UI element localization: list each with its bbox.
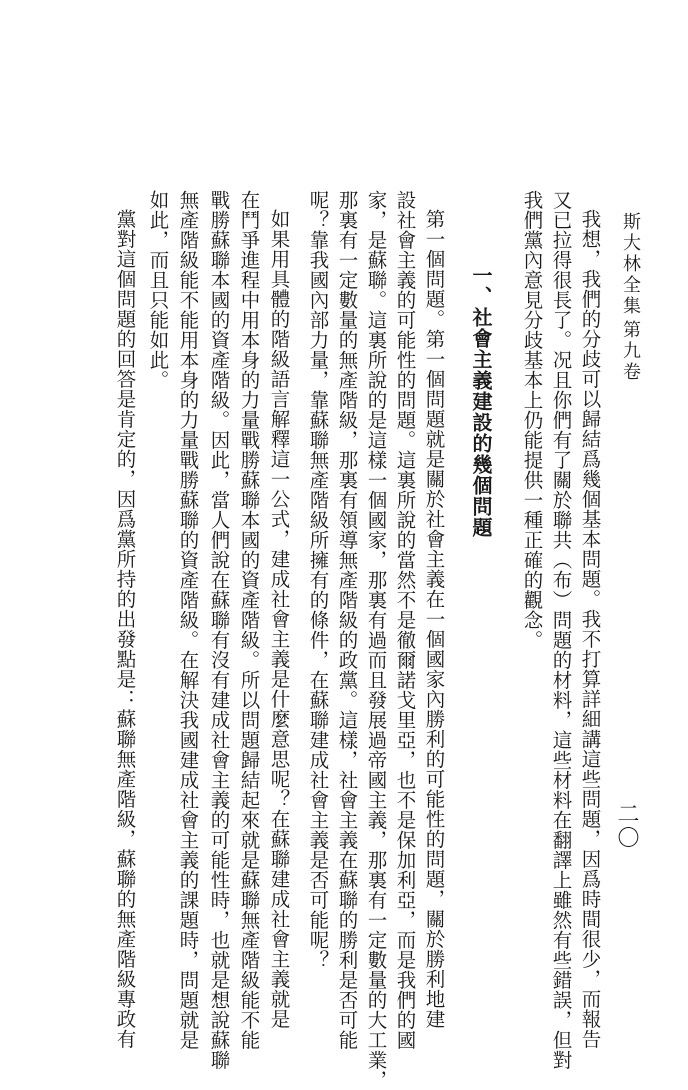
paragraph-1-line-3: 我們黨內意見分歧基本上仍能提供一種正確的觀念。	[520, 190, 544, 650]
paragraph-2-line-2: 設社會主義的可能性的問題。這裏所說的當然不是徹爾諾戈里亞，也不是保加利亞，而是我們的國	[393, 190, 417, 1050]
paragraph-3-line-2: 在鬥爭進程中用本身的力量戰勝蘇聯本國的資產階級。所以問題歸結起來就是蘇聯無產階級能不能	[237, 190, 261, 1050]
paragraph-2-line-3: 家，是蘇聯。這裏所說的是這樣一個國家，那裏有過而且發展過帝國主義，那裏有一定數量的大工業，	[364, 190, 388, 1090]
paragraph-4-line-1: 黨對這個問題的回答是肯定的，因爲黨所持的出發點是：蘇聯無產階級，蘇聯的無產階級專政有	[113, 209, 137, 1049]
paragraph-2-line-5: 呢？靠我國內部力量，靠蘇聯無產階級所擁有的條件，在蘇聯建成社會主義是否可能呢？	[306, 190, 330, 970]
section-heading: 一、社會主義建設的幾個問題	[469, 265, 493, 538]
page-number: 二〇	[614, 802, 639, 850]
paragraph-3-line-3: 戰勝蘇聯本國的資產階級。因此，當人們說在蘇聯有沒有建成社會主義的可能性時，也就是想說蘇聯	[207, 190, 231, 1070]
paragraph-1-line-2: 又已拉得很長了。况且你們有了關於聯共（布）問題的材料，這些材料在翻譯上雖然有些錯誤，但對	[549, 190, 573, 1070]
paragraph-3-line-4: 無產階級能不能用本身的力量戰勝蘇聯的資產階級。在解決我國建成社會主義的課題時，問題就是	[176, 190, 200, 1050]
paragraph-2-line-1: 第一個問題。第一個問題就是關於社會主義在一個國家內勝利的可能性的問題，關於勝利地建	[422, 209, 446, 1029]
paragraph-2-line-4: 那裏有一定數量的無產階級，那裏有領導無產階級的政黨。這樣，社會主義在蘇聯的勝利是否可能	[335, 190, 359, 1050]
running-header-title: 斯大林全集	[620, 212, 641, 317]
paragraph-3-line-1: 如果用具體的階級語言解釋這一公式，建成社會主義是什麼意思呢？在蘇聯建成社會主義就是	[267, 209, 291, 1029]
paragraph-3-line-5: 如此，而且只能如此。	[146, 190, 170, 390]
running-header-volume: 第九卷	[620, 320, 641, 383]
paragraph-1-line-1: 我想，我們的分歧可以歸結爲幾個基本問題。我不打算詳細講這些問題，因爲時間很少，而報告	[578, 209, 602, 1049]
